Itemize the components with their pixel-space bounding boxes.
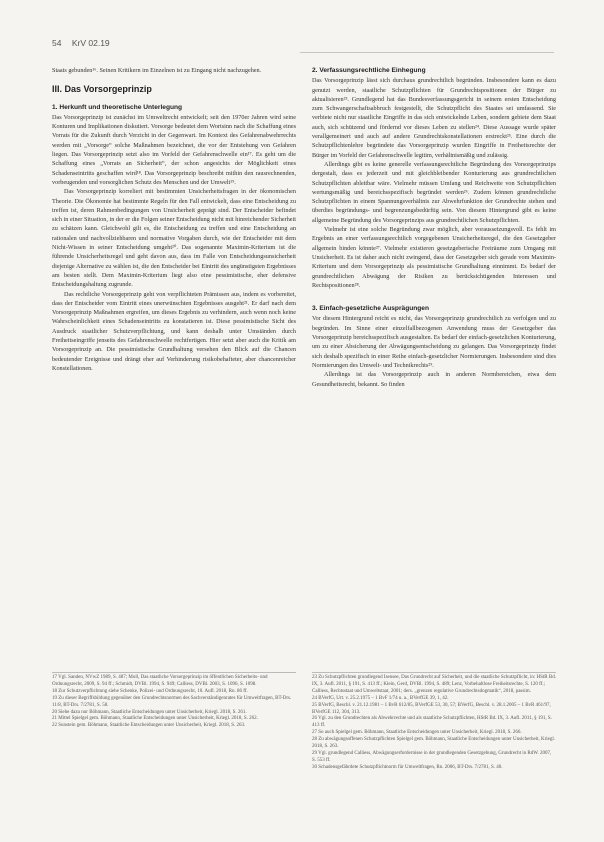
footnote: 25 BVerfG, Beschl. v. 21.12.1981 – 1 BvR 612/85, BVerfGE 53, 30, 57; BVerfG, Beschl. v. 28.1.2005 – 1 BvR 461/97, BVerfGE 112, 304, 313. (312, 702, 551, 715)
footnote: 23 Zu Schutzpflichten grundlegend Isensee, Das Grundrecht auf Sicherheit, und die staatliche Schutzpflicht, in: HStR Bd. IX, 3. Aufl. 2011, § 191, S. 413 ff.; Klein, Gerd, DVBl. 1994, S. 489; Lenz, Vorbehaltlose Freiheitsrechte, S. 120 ff.; Calliess, Rechtsstaat und Umweltstaat, 2001; ders. „grenzen regulative Grundrechtsdogmatik“, 2018, passim. (312, 675, 556, 694)
footnotes-right (312, 672, 556, 772)
page-header (52, 38, 110, 48)
footnote: 26 Vgl. zu den Grundrechten als Abwehrrechte und als staatliche Schutzpflichten, HStR Bd. IX, 3. Aufl. 2011, § 191, S. 413 ff. (312, 716, 552, 729)
footnote: 24 BVerfG, Urt. v. 25.2.1975 – 1 BvF 1/74 u. a., BVerfGE 39, 1, 42. (312, 695, 449, 701)
subsection-heading-3: 3. Einfach-gesetzliche Ausprägungen (312, 305, 430, 313)
footnote: 22 Sunstein gem. Böhmann, Staatliche Entscheidungen unter Unsicherheit, Kriegl. 2018, S. 263. (52, 723, 246, 729)
footnote: 20 Siehe dazu nur Böhmann, Staatliche Entscheidungen unter Unsicherheit, Kriegl. 2018, S. 261. (52, 709, 247, 715)
header-rule (300, 52, 554, 53)
page-number: 54 (52, 38, 62, 48)
paragraph: Vor diesem Hintergrund reicht es nicht, das Vorsorgeprinzip grundrechtlich zu verfolgen und zu begründen. Im Sinne einer einzelfallbezogenen Anwendung muss der Gesetzgeber das Vorsorgeprinzip bereichsspezifisch ausgestalten. Es bedarf der einfach-gesetzlichen Konturierung, um zu einer Absicherung der Abwägungsentscheidung zu gelangen. Das Vorsorgeprinzip findet sich deshalb spezifisch in einer Reihe einfach-gesetzlicher Normierungen. Insbesondere sind dies Normierungen des Umwelt- und Technikrechts²⁹. (312, 315, 556, 369)
paragraph: Das rechtliche Vorsorgeprinzip geht von verpflichteten Prämissen aus, indem es vorbereitet, dass der Entscheider vom Eintritt eines unerwünschten Ergebnisses ausgeht²¹. Er darf nach dem Vorsorgeprinzip Maßnahmen ergreifen, um dieses Ergebnis zu verhindern, auch wenn noch keine Wahrscheinlichkeit eines Schadenseintritts zu konstatieren ist. Diese pessimistische Sicht des Ausdruck staatlicher Schutzverpflichtung, und kann deshalb unter Umständen durch Freiheitseingriffe jenseits des Gefahrenschwelle rechtfertigen. Hier setzt aber auch die Kritik am Vorsorgeprinzip an. Die pessimistische Grundhaltung versehen den Blick auf die Chancen bedeutender Ereignisse und drängt eher auf Verhinderung risikobehafteter, aber chancenreicher Konstellationen. (52, 290, 296, 372)
paragraph: Allerdings ist das Vorsorgeprinzip auch in anderen Normbereichen, etwa dem Gesundheitsrecht, bekannt. So finden (312, 371, 556, 388)
footnote: 18 Zur Schutzverpflichtung siehe Schenke, Polizei- und Ordnungsrecht, 10. Aufl. 2018, Rn. 86 ff. (52, 688, 248, 694)
footnote: 19 Zu dieser Begriffsbildung gegenüber den Grundrechtsnormen des Sachverständigenrates für Umweltfragen, BT-Drs. 11/8, BT-Drs. 7/2781, S. 58. (52, 695, 292, 708)
section-heading: III. Das Vorsorgeprinzip (52, 84, 152, 95)
footnote: 29 Vgl. grundlegend Calliess, Abwägungserfordernisse in der grundlegenden Gesetzgebung, Grundrecht in RdW. 2007, S. 553 ff. (312, 750, 552, 763)
footnote: 17 Vgl. Sanden, NVwZ 1989, S. 487; Moll, Das staatliche Vorsorgeprinzip im öffentlichen Sicherheits- und Ordnungsrecht, 2009, S. 94 ff.; Schmidt, DVBl. 1994, S. 949; Calliess, DVBl. 2003, S. 1096, S. 1098. (52, 675, 268, 687)
footnote: 30 Schadensgefährdete Schutzpflichtnorm für Umweltfragen, Rn. 2006, BT-Drs. 7/2781, S. 40. (312, 764, 503, 770)
footnotes-left (52, 672, 296, 730)
footnote: 21 Mittel Spielgel gem. Böhmann, Staatliche Entscheidungen unter Unsicherheit, Kriegl. 2018, S. 262. (52, 716, 258, 722)
footnote: 27 So auch Spielgel gem. Böhmann, Staatliche Entscheidungen unter Unsicherheit, Kriegl. 2018, S. 266. (312, 730, 522, 736)
subsection-heading-2: 2. Verfassungsrechtliche Einhegung (312, 67, 426, 74)
journal-name: KrV 02.19 (71, 38, 110, 48)
paragraph: Das Vorsorgeprinzip lässt sich durchaus grundrechtlich begründen. Insbesondere kann es dazu genutzt werden, staatliche Schutzpflichten für Grundrechtspositionen der Bürger zu aktualisieren²³. Grundlegend hat das Bundesverfassungsgericht in seinem ersten Entscheidung zum Schwangerschaftsabbruch festgestellt, die Schutzpflicht des Staates sei umfassend. Sie verbiete nicht nur staatliche Eingriffe in das sich entwickelnde Leben, sondern gebiete dem Staat auch, sich schützend und fördernd vor dieses Leben zu stellen²⁴. Diese Aussage wurde später verallgemeinert und auch auf andere Grundrechtskonstellationen erstreckt²⁵. Eine durch die Schutzpflichtenlehre begründete das Vorsorgeprinzip wurden Eingriffe in Freiheitsrechte der Bürger im Vorfeld der Gefahrenschwelle legitim, verhältnismäßig und zulässig. (312, 77, 556, 159)
paragraph: Allerdings gibt es keine generelle verfassungsrechtliche Begründung des Vorsorgeprinzips dergestalt, dass es jederzeit und mit gleichbleibender Konturierung aus grundrechtlichen Schutzpflichten ableitbar wäre. Vielmehr müssen Umfang und Reichweite von Schutzpflichten wertungsmäßig und bereichsspezifisch begründet werden²⁶. Zudem können grundrechtliche Schutzpflichten in einem Spannungsverhältnis zur Abwehrfunktion der Grundrechte stehen und überdies begründungs- und begrenzungsbedürftig sein. Von diesem Hintergrund gibt es keine allgemeine Begründung des Vorsorgeprinzips aus grundrechtlichen Schutzpflichten. (312, 160, 556, 224)
spacer (312, 290, 556, 298)
paragraph: Das Vorsorgeprinzip ist zunächst im Umweltrecht entwickelt; seit den 1970er Jahren wird seine Konturen und Implikationen diskutiert. Vorsorge bedeutet dem Wortsinn nach die Schaffung eines Vorrats für die Zukunft durch Verzicht in der Gegenwart. Im Kontext des Gefahrenabwehrrechts werden mit „Vorsorge“ solche Maßnahmen bezeichnet, die vor der Entstehung von Gefahren liegen. Das Vorsorgeprinzip setzt also im Vorfeld der Gefahrenschwelle ein¹⁷. Es geht um die Schaffung eines „Vorrats an Sicherheit“, der schon angesichts der Möglichkeit eines Schadenseintritts geschaffen wird¹⁸. Das Vorsorgeprinzip beschreibt mithin den rausrechnenden, vorbeugenden und vorsorglichen Schutz des Menschen und der Umwelt¹⁹. (52, 113, 296, 186)
intro-paragraph: Staats gebunden¹⁶. Seinen Kritikern im Einzelnen ist zu Eingang nicht nachzugehen. (52, 67, 262, 74)
paragraph: Vielmehr ist eine solche Begründung zwar möglich, aber voraussetzungsvoll. Es fehlt im Ergebnis an einer verfassungsrechtlich vorgegebenen Unsicherheitsregel, die den Gesetzgeber allgemein binden könnte²⁷. Vielmehr existieren gesetzgeberische Freiräume zum Umgang mit Unsicherheit. Es ist daher auch nicht zwingend, dass der Gesetzgeber sich gerade vom Maximin-Kriterium und dem Vorsorgeprinzip als pessimistische Grundhaltung einnimmt. Es bedarf der grundrechtlichen Abwägung der Risiken zu berücksichtigenden Interessen und Rechtspositionen²⁸. (312, 226, 556, 289)
footnote: 28 Zu abwägungsoffenen Schutzpflichten Spielgel gem. Böhmann, Staatliche Entscheidungen unter Unsicherheit, Kriegl. 2018, S. 263. (312, 737, 556, 750)
paragraph: Das Vorsorgeprinzip korreliert mit bestimmten Unsicherheitsfragen in der ökonomischen Theorie. Die Ökonomie hat bestimmte Regeln für den Fall entwickelt, dass eine Entscheidung zu treffen ist, deren Rahmenbedingungen von Unsicherheit geprägt sind. Der Entscheider befindet sich in einer Situation, in der er die Folgen seiner Entscheidung nicht mit hinreichender Sicherheit zu schätzen kann. Gleichwohl gilt es, die Entscheidung zu treffen und eine Entscheidung an rationalen und nachvollziehbaren und normative Vorgaben durch, wie der Entscheider mit dem Nicht-Wissen in seiner Entscheidung umgeht²⁰. Das sogenannte Maximin-Kriterium ist die führende Unsicherheitsregel und geht davon aus, dass im Falle von Entscheidungsunsicherheit diejenige Alternative zu wählen ist, die den Entscheider bei Eintritt des ungünstigsten Ergebnisses am besten stellt. Dem Maximin-Kriterium liegt also eine pessimistische, eher defensive Entscheidungshaltung zugrunde. (52, 188, 296, 289)
left-column (52, 66, 296, 373)
subsection-heading-1: 1. Herkunft und theoretische Unterlegung (52, 103, 183, 111)
right-column (312, 66, 556, 389)
